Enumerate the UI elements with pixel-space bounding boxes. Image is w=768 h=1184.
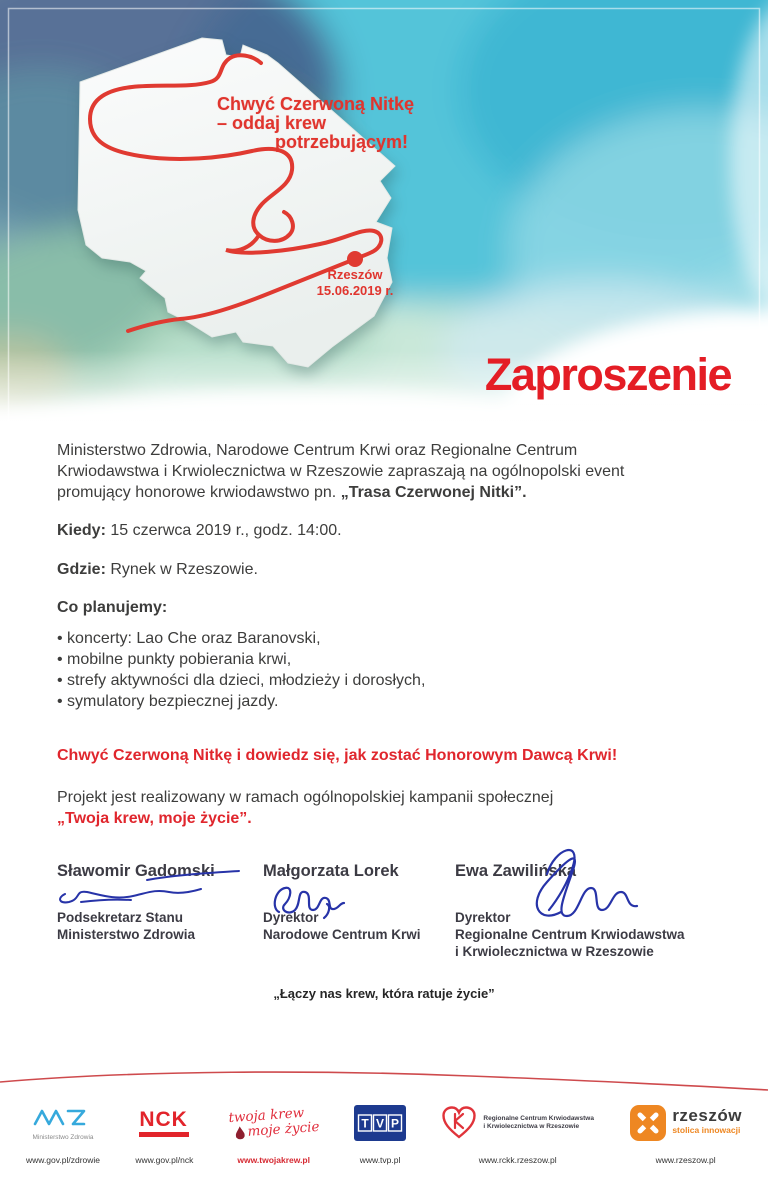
map-label-date: 15.06.2019 r.	[316, 283, 394, 298]
page-title: Zaproszenie	[484, 349, 731, 400]
plan-item: • mobilne punkty pobierania krwi,	[57, 651, 292, 668]
map-label-city: Rzeszów	[327, 267, 383, 282]
signatory-lorek	[263, 862, 455, 960]
twoja-krew-line2: moje życie	[246, 1118, 320, 1140]
logo-rckik	[441, 1098, 594, 1165]
plan-item: • koncerty: Lao Che oraz Baranovski,	[57, 630, 321, 647]
motto-quote: „Łączy nas krew, która ratuje życie”	[273, 986, 495, 1001]
plan-list	[57, 628, 728, 712]
signatory-titles	[263, 909, 455, 943]
logo-twoja-krew	[229, 1098, 319, 1165]
campaign-paragraph	[57, 787, 728, 829]
logo-url: www.rzeszow.pl	[655, 1155, 716, 1165]
logo-nck	[135, 1098, 193, 1165]
logo-url: www.gov.pl/zdrowie	[26, 1155, 101, 1165]
tagline-line3: potrzebującym!	[275, 132, 409, 152]
where-value: Rynek w Rzeszowie.	[105, 561, 258, 578]
rckik-caption-line1: Regionalne Centrum Krwiodawstwa	[483, 1114, 594, 1122]
when-value: 15 czerwca 2019 r., godz. 14:00.	[105, 522, 342, 539]
rzeszow-logo-icon	[629, 1104, 667, 1142]
red-divider-line	[0, 1058, 768, 1098]
rzeszow-logo-name: rzeszów	[672, 1106, 742, 1125]
where-label: Gdzie:	[57, 561, 106, 578]
campaign-name: „Twoja krew, moje życie”.	[57, 810, 252, 827]
logo-ministerstwo-zdrowia	[26, 1098, 100, 1165]
signatory-org: i Krwiolecznictwa w Rzeszowie	[455, 944, 654, 959]
map-event-label	[295, 267, 415, 299]
blood-drop-icon	[235, 1126, 245, 1140]
intro-event-name: „Trasa Czerwonej Nitki”.	[340, 484, 527, 501]
signatory-titles	[455, 909, 725, 960]
logo-tvp	[354, 1098, 406, 1165]
tagline-line2: – oddaj krew	[217, 113, 327, 133]
logo-rzeszow	[629, 1098, 742, 1165]
svg-text:V: V	[376, 1116, 385, 1131]
signatory-name: Sławomir Gadomski	[57, 862, 215, 880]
signatures-section	[57, 862, 727, 960]
logo-url: www.twojakrew.pl	[237, 1155, 310, 1165]
rckik-heart-icon	[441, 1106, 477, 1140]
signatory-org: Ministerstwo Zdrowia	[57, 927, 196, 942]
intro-line3: promujący honorowe krwiodawstwo pn.	[57, 484, 341, 501]
mz-logo-caption: Ministerstwo Zdrowia	[32, 1134, 94, 1141]
signatory-title: Podsekretarz Stanu	[57, 910, 184, 925]
signatory-org: Regionalne Centrum Krwiodawstwa	[455, 927, 685, 942]
signatory-gadomski	[57, 862, 263, 960]
svg-text:P: P	[391, 1116, 400, 1131]
plan-label: Co planujemy:	[57, 599, 168, 616]
when-label: Kiedy:	[57, 522, 106, 539]
mz-logo-icon	[32, 1105, 90, 1127]
twoja-krew-line1: twoja krew	[227, 1104, 305, 1127]
svg-text:T: T	[361, 1116, 369, 1131]
logo-url: www.tvp.pl	[359, 1155, 401, 1165]
signatory-title: Dyrektor	[263, 910, 319, 925]
rzeszow-logo-sub: stolica innowacji	[672, 1125, 741, 1135]
cta-line: Chwyć Czerwoną Nitkę i dowiedz się, jak zostać Honorowym Dawcą Krwi!	[57, 747, 618, 764]
logo-url: www.rckk.rzeszow.pl	[478, 1155, 557, 1165]
campaign-line1: Projekt jest realizowany w ramach ogólnopolskiej kampanii społecznej	[57, 789, 554, 806]
nck-logo-text: NCK	[139, 1107, 188, 1131]
intro-line1: Ministerstwo Zdrowia, Narodowe Centrum Krwi oraz Regionalne Centrum	[57, 442, 578, 459]
signatory-title: Dyrektor	[455, 910, 511, 925]
rckik-caption-line2: i Krwiolecznictwa w Rzeszowie	[483, 1123, 580, 1130]
tagline-line1: Chwyć Czerwoną Nitkę	[217, 94, 415, 114]
signatory-name: Małgorzata Lorek	[263, 862, 399, 880]
nck-logo-bar	[139, 1132, 189, 1137]
intro-line2: Krwiodawstwa i Krwiolecznictwa w Rzeszowie zapraszają na ogólnopolski event	[57, 463, 625, 480]
signatory-name: Ewa Zawilińska	[455, 862, 577, 880]
plan-item: • symulatory bezpiecznej jazdy.	[57, 693, 279, 710]
signatory-zawilinska	[455, 862, 725, 960]
partner-logos-footer	[0, 1098, 768, 1165]
where-line	[57, 559, 728, 580]
hero-tagline	[217, 95, 417, 152]
plan-item: • strefy aktywności dla dzieci, młodzieży i dorosłych,	[57, 672, 426, 689]
intro-paragraph	[57, 440, 728, 503]
signatory-titles	[57, 909, 263, 943]
logo-url: www.gov.pl/nck	[135, 1155, 194, 1165]
when-line	[57, 520, 728, 541]
signatory-org: Narodowe Centrum Krwi	[263, 927, 421, 942]
rzeszow-map-dot	[347, 251, 363, 267]
tvp-logo-icon	[354, 1105, 406, 1141]
